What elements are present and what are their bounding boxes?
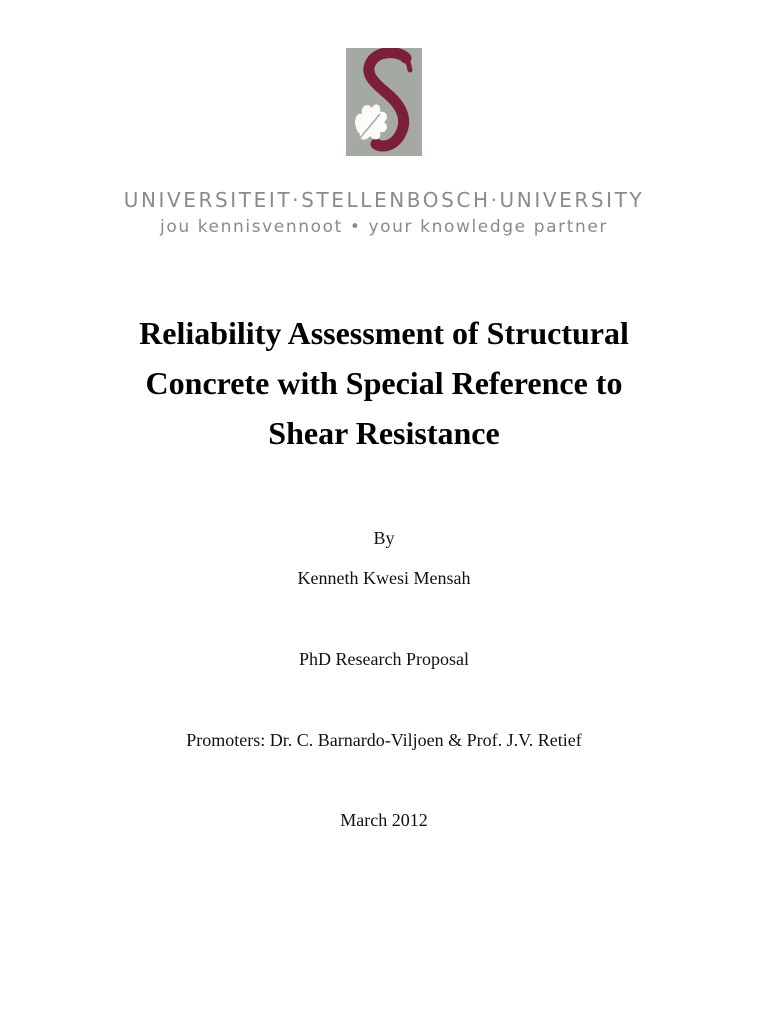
document-date: March 2012 [340, 810, 428, 830]
promoters: Promoters: Dr. C. Barnardo-Viljoen & Prof. J.V. Retief [186, 730, 582, 750]
stellenbosch-university-crest-icon [346, 48, 422, 156]
document-type: PhD Research Proposal [299, 649, 469, 669]
title-line: Reliability Assessment of Structural [139, 315, 629, 351]
document-title [64, 308, 704, 458]
university-name: UNIVERSITEIT·STELLENBOSCH·UNIVERSITY [123, 188, 645, 212]
author-name: Kenneth Kwesi Mensah [297, 568, 471, 588]
title-line: Concrete with Special Reference to [145, 365, 623, 401]
by-label: By [373, 528, 395, 548]
title-line: Shear Resistance [268, 415, 500, 451]
university-tagline: jou kennisvennoot • your knowledge partner [160, 217, 608, 237]
